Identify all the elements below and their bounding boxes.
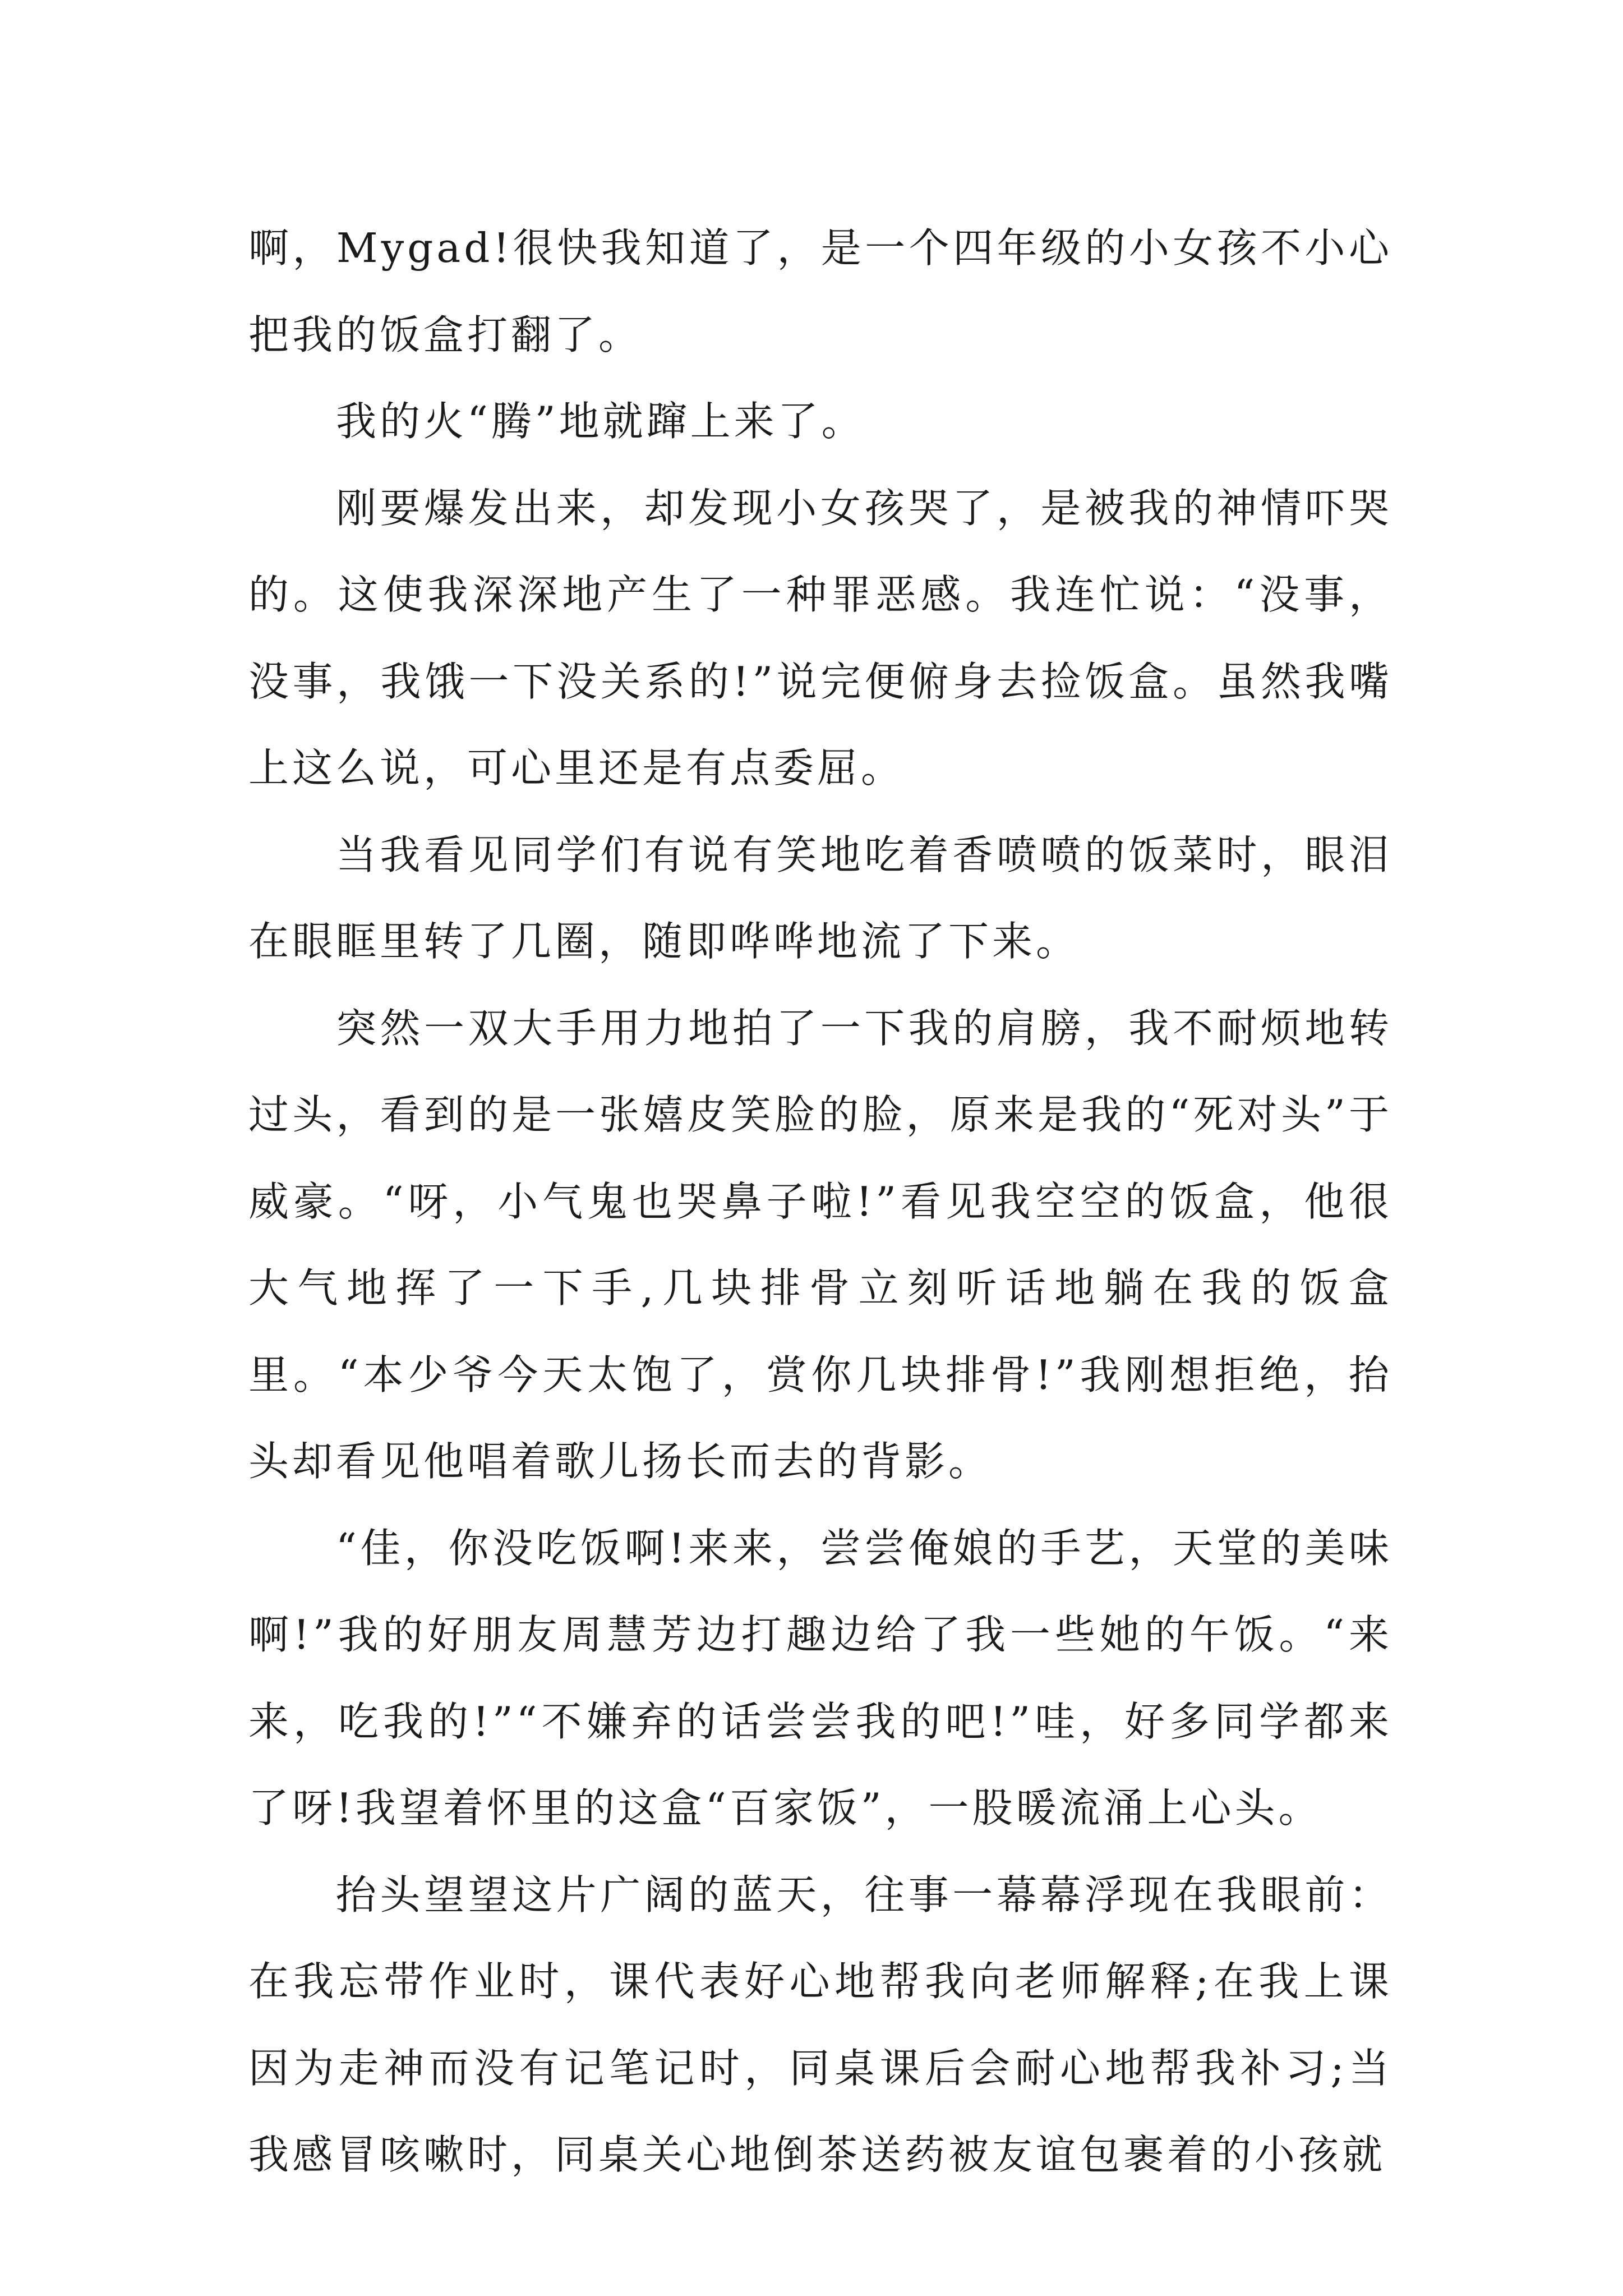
paragraph-2: 我的火“腾”地就蹿上来了。	[336, 398, 865, 445]
paragraph-1: 啊，Mygad!很快我知道了，是一个四年级的小女孩不小心把我的饭盒打翻了。	[248, 224, 1393, 358]
paragraph-6: “佳，你没吃饭啊!来来，尝尝俺娘的手艺，天堂的美味啊!”我的好朋友周慧芳边打趣边给了我一些她的午饭。“来来，吃我的!”“不嫌弃的话尝尝我的吧!”哇，好多同学都来了呀!我望着怀里的这盒“百家饭”，一股暖流涌上心头。	[248, 1524, 1393, 1832]
paragraph-5: 突然一双大手用力地拍了一下我的肩膀，我不耐烦地转过头，看到的是一张嬉皮笑脸的脸，原来是我的“死对头”于威豪。“呀，小气鬼也哭鼻子啦!”看见我空空的饭盒，他很大气地挥了一下手,几块排骨立刻听话地躺在我的饭盒里。“本少爷今天太饱了，赏你几块排骨!”我刚想拒绝，抬头却看见他唱着歌儿扬长而去的背影。	[248, 1004, 1393, 1485]
paragraph-3: 刚要爆发出来，却发现小女孩哭了，是被我的神情吓哭的。这使我深深地产生了一种罪恶感。我连忙说：“没事，没事，我饿一下没关系的!”说完便俯身去捡饭盒。虽然我嘴上这么说，可心里还是有点委屈。	[248, 484, 1393, 792]
paragraph-4: 当我看见同学们有说有笑地吃着香喷喷的饭菜时，眼泪在眼眶里转了几圈，随即哗哗地流了下来。	[248, 831, 1393, 965]
paragraph-7: 抬头望望这片广阔的蓝天，往事一幕幕浮现在我眼前：在我忘带作业时，课代表好心地帮我向老师解释;在我上课因为走神而没有记笔记时，同桌课后会耐心地帮我补习;当我感冒咳嗽时，同桌关心地倒茶送药被友谊包裹着的小孩就	[248, 1871, 1393, 2178]
document-body	[248, 205, 1393, 2198]
